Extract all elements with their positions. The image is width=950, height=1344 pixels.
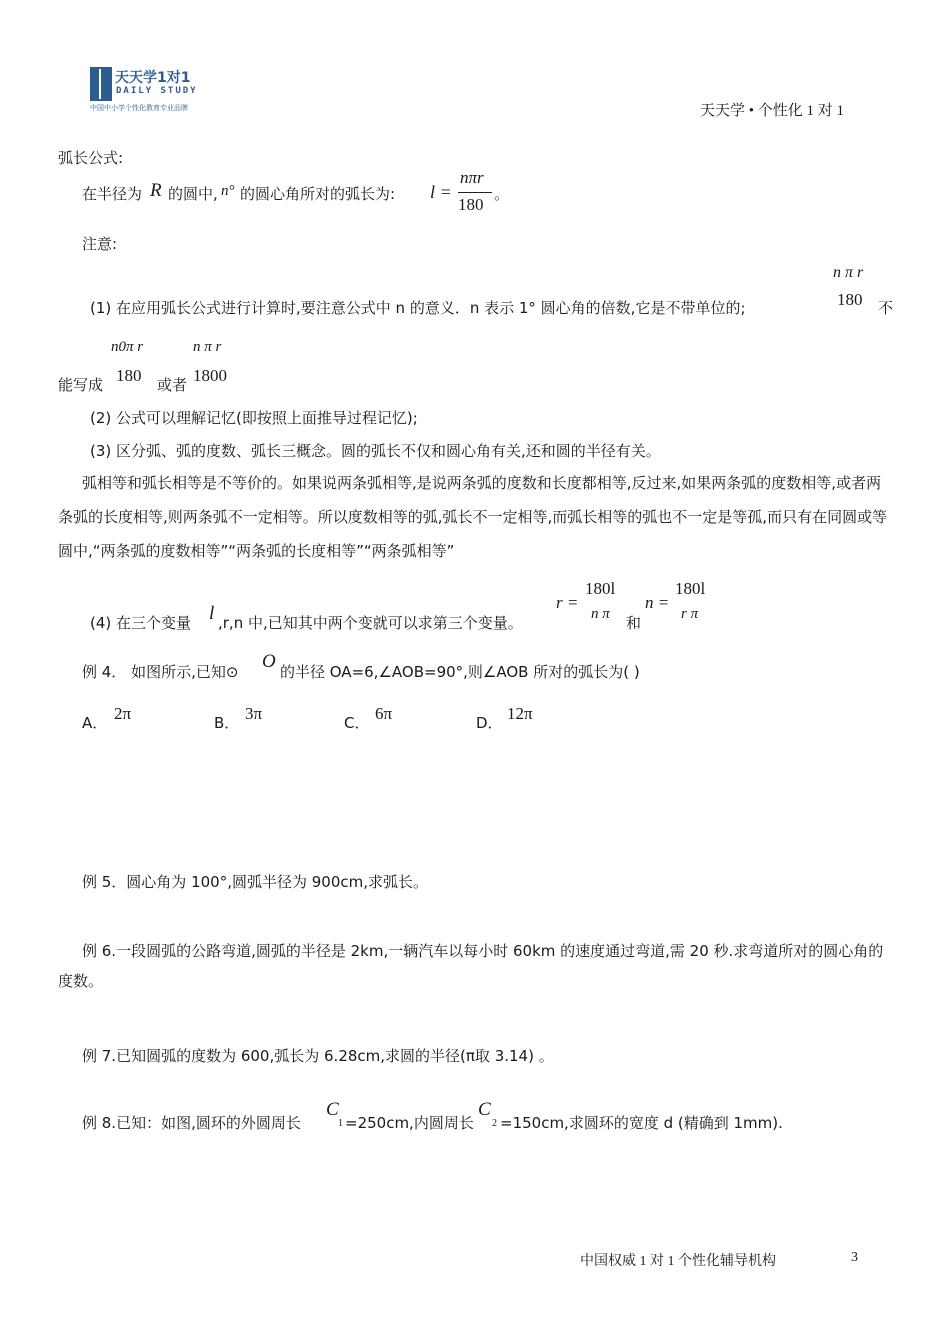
note-label: 注意:: [82, 235, 118, 253]
example5-text: 例 5．圆心角为 100°,圆弧半径为 900cm,求弧长。: [82, 873, 429, 891]
page-number: 3: [851, 1250, 858, 1265]
brand-logo: [90, 67, 206, 112]
note3-text: (3) 区分弧、弧的度数、弧长三概念。圆的弧长不仅和圆心角有关,还和圆的半径有关。: [90, 442, 661, 460]
var-O: O: [262, 651, 276, 672]
option-d-value: 12π: [507, 704, 533, 723]
option-c-value: 6π: [375, 704, 393, 723]
note2-text: (2) 公式可以理解记忆(即按照上面推导过程记忆);: [90, 409, 418, 427]
sub-2: 2: [492, 1118, 497, 1129]
option-d-label: D．: [476, 714, 503, 732]
fraction-numerator: n0π r: [111, 339, 144, 355]
example7-text: 例 7.已知圆弧的度数为 600,弧长为 6.28cm,求圆的半径(π取 3.14) 。: [82, 1047, 554, 1065]
option-b-value: 3π: [245, 704, 263, 723]
fraction-numerator: n π r: [193, 339, 222, 355]
example8-text-b: =250cm,内圆周长: [345, 1114, 474, 1132]
header-title: 天天学 • 个性化 1 对 1: [700, 103, 845, 119]
example6-text: 例 6.一段圆弧的公路弯道,圆弧的半径是 2km,一辆汽车以每小时 60km 的速度通过弯道,需 20 秒.求弯道所对的圆心角的度数。: [58, 942, 884, 990]
fraction-numerator: 180l: [675, 579, 706, 598]
note1-line2-prefix: 能写成: [58, 376, 104, 394]
option-b-label: B．: [214, 714, 240, 732]
note1-text: (1) 在应用弧长公式进行计算时,要注意公式中 n 的意义．n 表示 1° 圆心角的倍数,它是不带单位的;: [90, 299, 746, 317]
example8-text-a: 例 8.已知：如图,圆环的外圆周长: [82, 1114, 301, 1132]
note4-prefix: (4) 在三个变量: [90, 614, 192, 632]
section-title: 弧长公式:: [58, 149, 124, 167]
l-equals: l =: [430, 182, 452, 202]
formula-prefix: 在半径为: [82, 185, 143, 203]
example8-text-c: =150cm,求圆环的宽度 d (精确到 1mm).: [500, 1114, 783, 1132]
note4-rest: ,r,n 中,已知其中两个变就可以求第三个变量。: [218, 614, 523, 632]
n-equals: n =: [645, 593, 670, 612]
fraction-numerator: 180l: [585, 579, 616, 598]
fraction-numerator: n π r: [833, 264, 864, 281]
fraction-denominator: 180: [116, 366, 142, 385]
r-equals: r =: [556, 593, 579, 612]
formula-mid: 的圆中,: [168, 185, 218, 203]
formula-mid2: 的圆心角所对的弧长为:: [240, 185, 396, 203]
var-C2: C: [478, 1099, 491, 1120]
fraction-denominator: 180: [837, 290, 863, 309]
logo-main-text: 天天学1对1: [115, 70, 191, 86]
var-C1: C: [326, 1099, 339, 1120]
note1-tail: 不: [878, 299, 894, 317]
sub-1: 1: [338, 1118, 343, 1129]
book-icon: [90, 67, 112, 101]
formula-end: 。: [494, 185, 510, 203]
logo-english-text: DAILY STUDY: [116, 86, 198, 96]
example4-text-a: 例 4． 如图所示,已知⊙: [82, 663, 239, 681]
fraction-numerator: nπr: [460, 168, 484, 187]
fraction-denominator: 180: [458, 195, 484, 214]
fraction-denominator: n π: [591, 606, 610, 622]
footer-org: 中国权威 1 对 1 个性化辅导机构: [580, 1254, 776, 1269]
option-c-label: C．: [344, 714, 370, 732]
var-l: l: [209, 603, 215, 624]
fraction-denominator: r π: [681, 606, 699, 622]
note1-or: 或者: [157, 376, 188, 394]
var-R: R: [150, 180, 162, 201]
option-a-label: A．: [82, 714, 108, 732]
example4-text-b: 的半径 OA=6,∠AOB=90°,则∠AOB 所对的弧长为( ): [280, 663, 640, 681]
option-a-value: 2π: [114, 704, 132, 723]
note4-and: 和: [626, 614, 642, 632]
arc-equality-paragraph: 弧相等和弧长相等是不等价的。如果说两条弧相等,是说两条弧的度数和长度都相等,反过来,如果两条弧的度数相等,或者两条弧的长度相等,则两条弧不一定相等。所以度数相等的弧,弧长不一定相等,而弧长相等的弧也不一定是等孤,而只有在同圆或等圆中,“两条弧的度数相等”“两条弧的长度相等”“两条弧相等”: [58, 474, 888, 560]
logo-subtitle: 中国中小学个性化教育专业品牌: [90, 104, 188, 112]
fraction-denominator: 1800: [193, 366, 227, 385]
var-n-degree: n°: [221, 183, 235, 199]
fraction-bar: [458, 192, 492, 193]
